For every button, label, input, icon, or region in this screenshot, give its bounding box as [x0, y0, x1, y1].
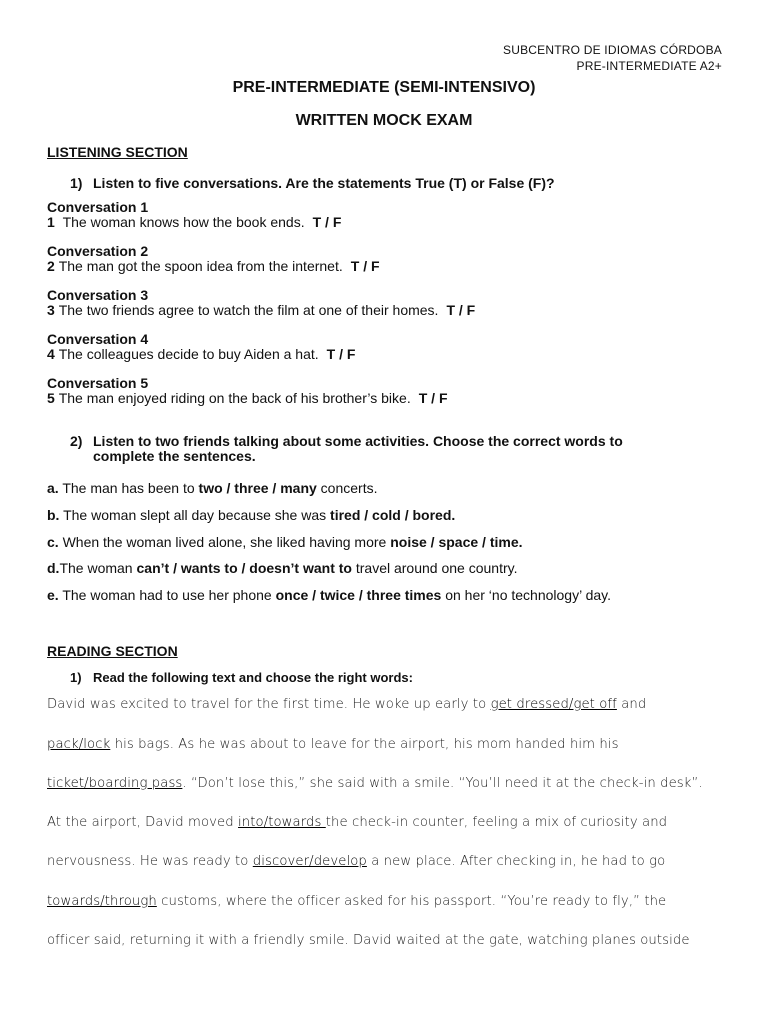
item-number: 4	[47, 346, 55, 362]
passage-text: . “Don’t lose this,” she said with a smile. “You’ll need it at the check-in desk”.	[182, 776, 703, 791]
conversation-heading: Conversation 3	[47, 287, 149, 303]
passage-text: his bags. As he was about to leave for the airport, his mom handed him his	[110, 737, 619, 752]
option-letter: d.	[47, 560, 60, 576]
option-letter: c.	[47, 534, 59, 550]
passage-text: customs, where the officer asked for his passport. “You’re ready to fly,” the	[156, 894, 667, 909]
passage-line-1	[47, 697, 646, 712]
option-e	[47, 587, 611, 603]
conversation-3	[47, 288, 475, 318]
passage-text: officer said, returning it with a friendly smile. David waited at the gate, watching planes outside	[47, 933, 690, 948]
conversation-4	[47, 332, 355, 362]
task-number: 1)	[70, 175, 83, 191]
task-number: 2)	[70, 433, 83, 449]
statement: The man enjoyed riding on the back of his brother’s bike.	[58, 390, 411, 406]
option-letter: b.	[47, 507, 60, 523]
item-number: 3	[47, 302, 55, 318]
task-text: Listen to five conversations. Are the statements True (T) or False (F)?	[93, 175, 555, 191]
option-a	[47, 480, 377, 496]
option-choice: noise / space / time.	[390, 534, 523, 550]
passage-line-3	[47, 776, 703, 791]
passage-line-7	[47, 933, 690, 948]
exam-title: PRE-INTERMEDIATE (SEMI-INTENSIVO)	[232, 79, 536, 96]
conversation-heading: Conversation 5	[47, 375, 149, 391]
option-text: The woman had to use her phone	[62, 587, 272, 603]
statement: The woman knows how the book ends.	[62, 214, 305, 230]
option-text-end: concerts.	[320, 480, 378, 496]
true-false-choice: T / F	[446, 302, 476, 318]
true-false-choice: T / F	[418, 390, 448, 406]
option-text: The man has been to	[62, 480, 195, 496]
statement: The two friends agree to watch the film at one of their homes.	[58, 302, 439, 318]
task-text: Read the following text and choose the right words:	[93, 670, 413, 685]
passage-text: At the airport, David moved	[47, 815, 239, 830]
conversation-heading: Conversation 2	[47, 243, 149, 259]
item-number: 1	[47, 214, 55, 230]
option-choice: two / three / many	[198, 480, 317, 496]
passage-text: the check-in counter, feeling a mix of curiosity and	[325, 815, 668, 830]
option-choice: can’t / wants to / doesn’t want to	[136, 560, 352, 576]
option-choice: tired / cold / bored.	[330, 507, 456, 523]
conversation-5	[47, 376, 448, 406]
word-choice: towards/through	[47, 894, 157, 909]
passage-text: David was excited to travel for the first time. He woke up early to	[47, 697, 491, 712]
word-choice: discover/develop	[252, 854, 367, 869]
option-letter: a.	[47, 480, 59, 496]
level-label: PRE-INTERMEDIATE A2+	[576, 59, 722, 73]
passage-text: a new place. After checking in, he had to go	[366, 854, 666, 869]
word-choice: pack/lock	[47, 737, 111, 752]
passage-line-4	[47, 815, 667, 830]
true-false-choice: T / F	[350, 258, 380, 274]
option-d	[47, 560, 517, 576]
option-letter: e.	[47, 587, 59, 603]
item-number: 5	[47, 390, 55, 406]
passage-line-2	[47, 737, 619, 752]
conversation-heading: Conversation 1	[47, 199, 149, 215]
task-text-line1: Listen to two friends talking about some activities. Choose the correct words to	[93, 433, 623, 449]
true-false-choice: T / F	[326, 346, 356, 362]
conversation-2	[47, 244, 380, 274]
word-choice: ticket/boarding pass	[47, 776, 183, 791]
true-false-choice: T / F	[312, 214, 342, 230]
passage-text: nervousness. He was ready to	[47, 854, 253, 869]
option-choice: once / twice / three times	[275, 587, 442, 603]
listening-task-2	[70, 434, 710, 464]
option-b	[47, 507, 455, 523]
reading-task-1	[70, 670, 710, 685]
listening-heading: LISTENING SECTION	[47, 144, 188, 160]
institution-name: SUBCENTRO DE IDIOMAS CÓRDOBA	[503, 43, 722, 57]
header-institution	[503, 42, 722, 74]
option-text: The woman	[59, 560, 133, 576]
word-choice: get dressed/get off	[490, 697, 617, 712]
conversation-heading: Conversation 4	[47, 331, 149, 347]
task-number: 1)	[70, 670, 82, 685]
listening-task-1	[70, 176, 710, 191]
option-text-end: on her ‘no technology’ day.	[445, 587, 611, 603]
passage-line-6	[47, 894, 666, 909]
item-number: 2	[47, 258, 55, 274]
statement: The man got the spoon idea from the internet.	[58, 258, 343, 274]
option-c	[47, 534, 523, 550]
passage-line-5	[47, 854, 665, 869]
reading-heading: READING SECTION	[47, 643, 178, 659]
task-text-line2: complete the sentences.	[93, 448, 256, 464]
passage-text: and	[616, 697, 647, 712]
option-text: When the woman lived alone, she liked having more	[62, 534, 387, 550]
exam-subtitle: WRITTEN MOCK EXAM	[295, 112, 473, 129]
word-choice: into/towards	[238, 815, 326, 830]
option-text: The woman slept all day because she was	[63, 507, 327, 523]
statement: The colleagues decide to buy Aiden a hat.	[58, 346, 319, 362]
conversation-1	[47, 200, 341, 230]
option-text-end: travel around one country.	[355, 560, 518, 576]
